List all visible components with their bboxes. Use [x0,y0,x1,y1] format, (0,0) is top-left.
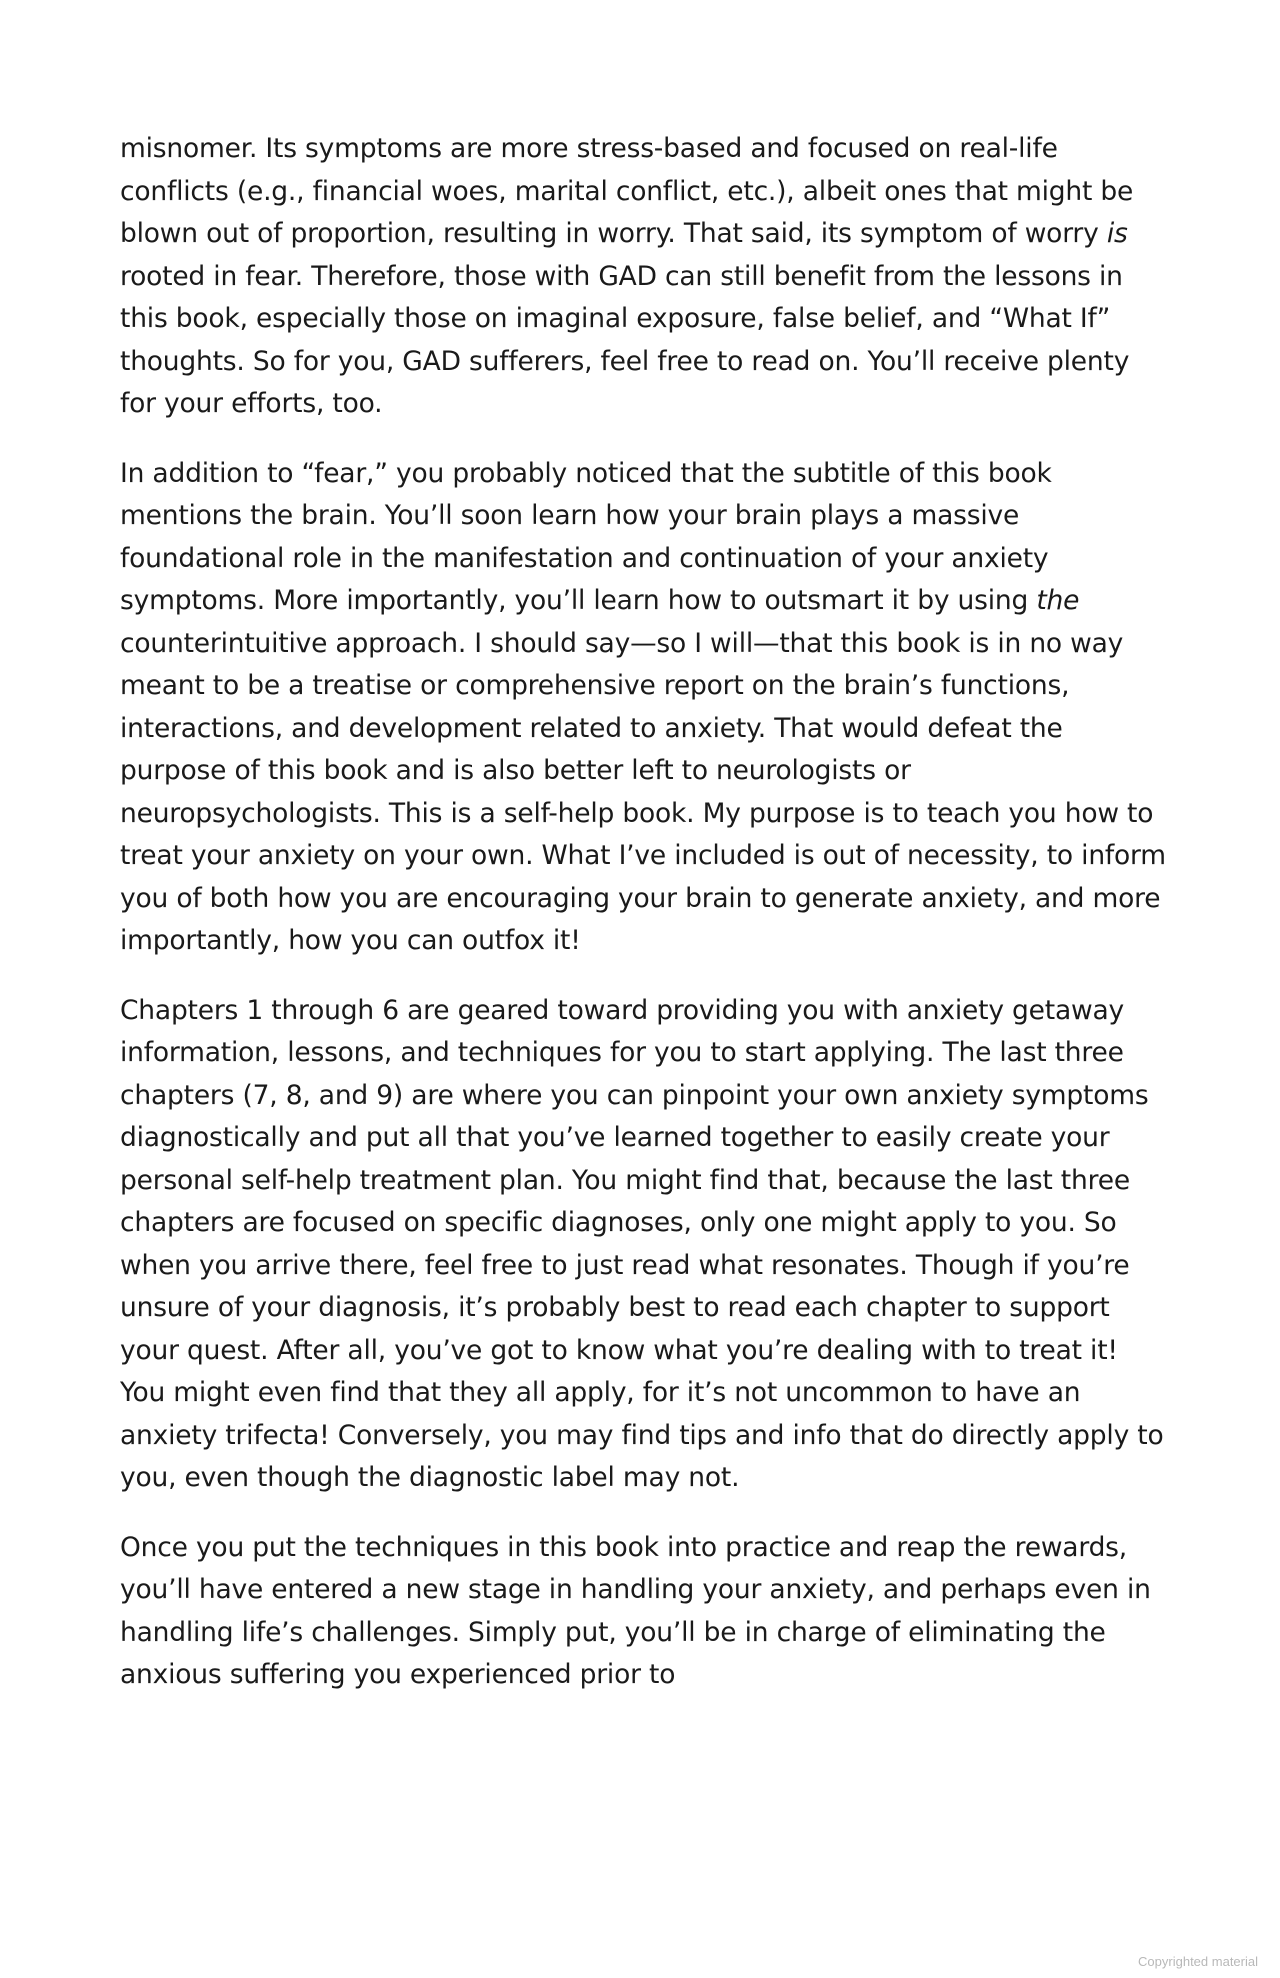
text-run: Once you put the techniques in this book into practice and reap the rewards, you’ll have entered a new stage in handling your anxiety, and perhaps even in handling life’s challenges. Simply put, you’ll be in charge of eliminating the anxious suffering you experienced prior to [120,1531,1151,1690]
text-run: Chapters 1 through 6 are geared toward providing you with anxiety getaway information, lessons, and techniques for you to start applying. The last three chapters (7, 8, and 9) are where you can pinpoint your own anxiety symptoms diagnostically and put all that you’ve learned together to easily create your personal self-help treatment plan. You might find that, because the last three chapters are focused on specific diagnoses, only one might apply to you. So when you arrive there, feel free to just read what resonates. Though if you’re unsure of your diagnosis, it’s probably best to read each chapter to support your quest. After all, you’ve got to know what you’re dealing with to treat it! You might even find that they all apply, for it’s not uncommon to have an anxiety trifecta! Conversely, you may find tips and info that do directly apply to you, even though the diagnostic label may not. [120,994,1164,1493]
text-run: misnomer. Its symptoms are more stress-based and focused on real-life conflicts (e.g., financial woes, marital conflict, etc.), albeit ones that might be blown out of proportion, resulting in worry. That said, its symptom of worry [120,133,1134,249]
paragraph [120,990,1170,1500]
copyright-notice: Copyrighted material [1138,1954,1258,1969]
text-run: rooted in fear. Therefore, those with GAD can still benefit from the lessons in this book, especially those on imaginal exposure, false belief, and “What If” thoughts. So for you, GAD sufferers, feel free to read on. You’ll receive plenty for your efforts, too. [120,260,1130,419]
italic-text-run: the [1036,585,1080,616]
italic-text-run: is [1106,218,1128,249]
text-run: counterintuitive approach. I should say—so I will—that this book is in no way meant to be a treatise or comprehensive report on the brain’s functions, interactions, and development related to anxiety. That would defeat the purpose of this book and is also better left to neurologists or neuropsychologists. This is a self-help book. My purpose is to teach you how to treat your anxiety on your own. What I’ve included is out of necessity, to inform you of both how you are encouraging your brain to generate anxiety, and more importantly, how you can outfox it! [120,627,1166,956]
paragraph [120,1527,1170,1697]
paragraph [120,128,1170,426]
body-text [120,128,1170,1724]
text-run: In addition to “fear,” you probably noticed that the subtitle of this book mentions the brain. You’ll soon learn how your brain plays a massive foundational role in the manifestation and continuation of your anxiety symptoms. More importantly, you’ll learn how to outsmart it by using [120,457,1052,616]
paragraph [120,453,1170,963]
